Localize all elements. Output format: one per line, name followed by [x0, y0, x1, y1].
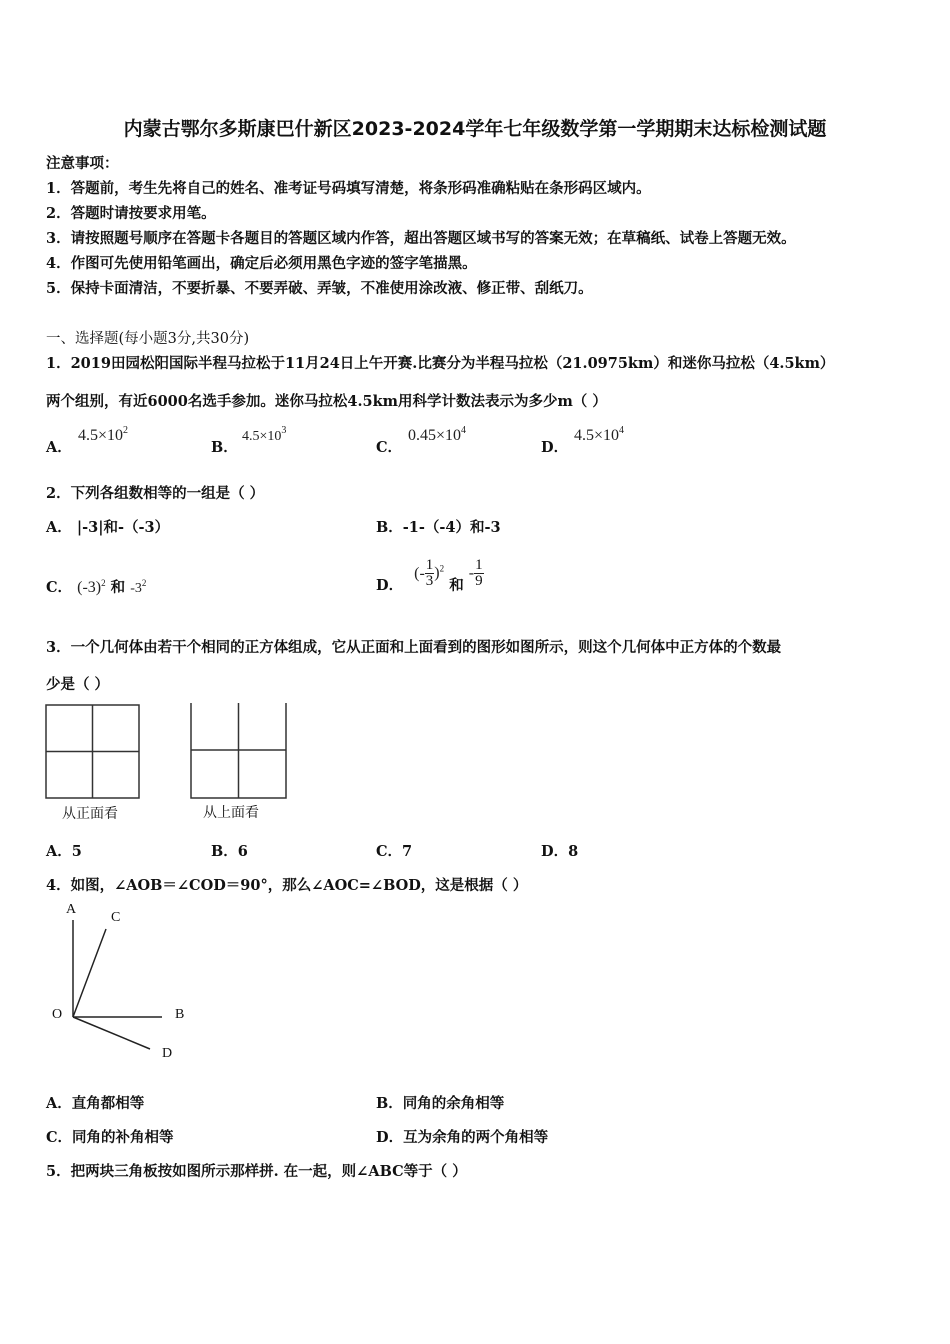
q4-option-d: D．互为余角的两个角相等 — [376, 1129, 549, 1146]
q1-option-d: D． — [541, 439, 569, 456]
top-view-caption: 从上面看 — [203, 805, 259, 821]
top-view-grid — [191, 703, 286, 798]
note-item: 4．作图可先使用铅笔画出，确定后必须用黑色字迹的签字笔描黑。 — [46, 255, 477, 272]
ray-oc — [73, 929, 106, 1017]
ray-od — [73, 1017, 150, 1049]
label-o: O — [52, 1007, 63, 1022]
q2-option-c: C． $(-3)^2$ 和 $-3^2$ — [46, 578, 147, 596]
label-b: B — [175, 1007, 185, 1022]
label-a: A — [66, 902, 77, 917]
q1-option-c-math: $0.45\times 10^4$ — [408, 425, 467, 444]
question-2-stem: 2．下列各组数相等的一组是（ ） — [46, 485, 265, 502]
fraction-one-ninth: $\frac{1}{9}$ — [475, 557, 483, 589]
q2-option-b: B．-1-（-4）和-3 — [376, 519, 501, 536]
note-item: 1．答题前，考生先将自己的姓名、准考证号码填写清楚，将条形码准确粘贴在条形码区域内。 — [46, 180, 651, 197]
question-1-line2: 两个组别，有近6000名选手参加。迷你马拉松4.5km用科学计数法表示为多少m（ ） — [46, 393, 607, 410]
q3-option-a: A．5 — [46, 843, 82, 860]
q4-option-c: C．同角的补角相等 — [46, 1129, 174, 1146]
question-3-line1: 3．一个几何体由若干个相同的正方体组成，它从正面和上面看到的图形如图所示，则这个几何体中正方体的个数最 — [46, 639, 782, 656]
q3-option-b: B．6 — [211, 843, 248, 860]
question-5-stem: 5．把两块三角板按如图所示那样拼. 在一起，则∠ABC等于（ ） — [46, 1163, 467, 1180]
front-view-grid — [46, 705, 139, 798]
fraction-one-third: $\frac{1}{3}$ — [425, 557, 434, 589]
q3-option-c: C．7 — [376, 843, 413, 860]
q2-option-a: A． |-3|和-（-3） — [46, 519, 170, 536]
note-item: 3．请按照题号顺序在答题卡各题目的答题区域内作答，超出答题区域书写的答案无效；在草稿纸、试卷上答题无效。 — [46, 230, 796, 247]
q1-option-d-math: $4.5\times 10^4$ — [574, 425, 625, 444]
q1-option-a: A． — [46, 439, 72, 456]
q2-option-d: D． (- $\frac{1}{3}$ )$^2$ 和 - $\frac{1}{9}$ — [376, 557, 483, 594]
question-1-line1: 1．2019田园松阳国际半程马拉松于11月24日上午开赛.比赛分为半程马拉松（21.0975km）和迷你马拉松（4.5km） — [46, 355, 835, 372]
notes-heading: 注意事项： — [46, 155, 119, 172]
label-d: D — [162, 1046, 173, 1061]
q1-option-a-math: $4.5\times 10^2$ — [78, 425, 129, 444]
label-c: C — [111, 910, 121, 925]
angle-diagram — [40, 895, 210, 1070]
q4-option-a: A．直角都相等 — [46, 1095, 145, 1112]
section-heading: 一、选择题(每小题3分,共30分) — [46, 331, 250, 347]
question-3-line2: 少是（ ） — [46, 676, 110, 693]
q4-option-b: B．同角的余角相等 — [376, 1095, 505, 1112]
question-4-stem: 4．如图，∠AOB＝∠COD＝90°，那么∠AOC=∠BOD，这是根据（ ） — [46, 877, 528, 894]
front-view-caption: 从正面看 — [62, 806, 118, 822]
q3-option-d: D．8 — [541, 843, 579, 860]
q1-option-b: B． — [211, 439, 238, 456]
note-item: 5．保持卡面清洁，不要折暴、不要弄破、弄皱，不准使用涂改液、修正带、刮纸刀。 — [46, 280, 593, 297]
q1-option-c: C． — [376, 439, 403, 456]
q1-option-b-math: $4.5\times 10^3$ — [242, 425, 287, 444]
note-item: 2．答题时请按要求用笔。 — [46, 205, 216, 222]
page-title: 内蒙古鄂尔多斯康巴什新区2023-2024学年七年级数学第一学期期末达标检测试题 — [123, 118, 827, 140]
